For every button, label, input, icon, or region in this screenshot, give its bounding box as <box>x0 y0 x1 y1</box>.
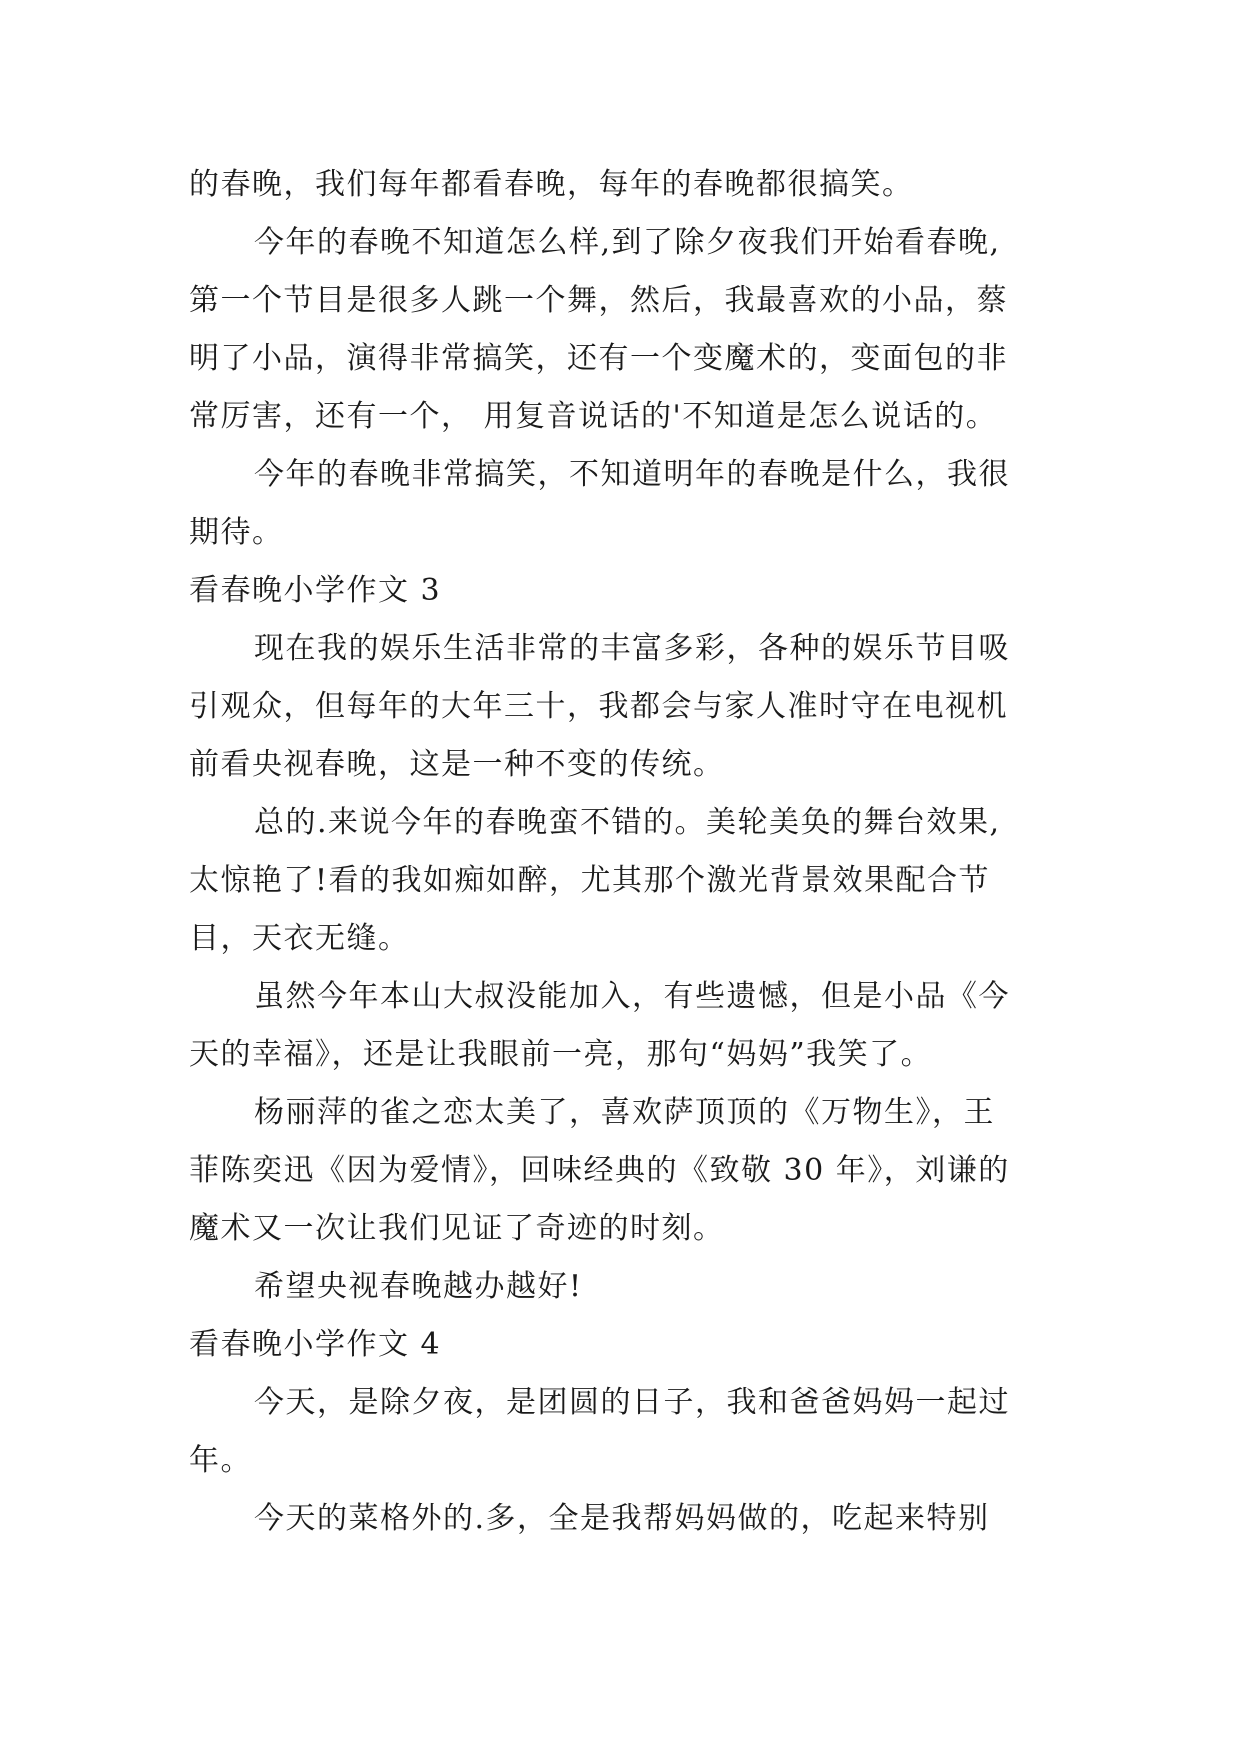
section-heading: 看春晚小学作文 3 <box>189 573 442 608</box>
paragraph-start: 希望央视春晚越办越好! <box>254 1269 583 1304</box>
body-line: 明了小品，演得非常搞笑，还有一个变魔术的，变面包的非 <box>189 341 1008 376</box>
body-line: 魔术又一次让我们见证了奇迹的时刻。 <box>189 1211 725 1246</box>
body-line: 前看央视春晚，这是一种不变的传统。 <box>189 747 725 782</box>
paragraph-start: 今天，是除夕夜，是团圆的日子，我和爸爸妈妈一起过 <box>254 1385 1010 1420</box>
body-line: 期待。 <box>189 515 284 550</box>
body-line: 太惊艳了!看的我如痴如醉，尤其那个激光背景效果配合节 <box>189 863 991 898</box>
paragraph-start: 现在我的娱乐生活非常的丰富多彩，各种的娱乐节目吸 <box>254 631 1010 666</box>
body-line: 目，天衣无缝。 <box>189 921 410 956</box>
body-line: 引观众，但每年的大年三十，我都会与家人准时守在电视机 <box>189 689 1008 724</box>
paragraph-start: 今年的春晚非常搞笑，不知道明年的春晚是什么，我很 <box>254 457 1010 492</box>
paragraph-start: 杨丽萍的雀之恋太美了，喜欢萨顶顶的《万物生》，王 <box>254 1095 995 1130</box>
body-line: 年。 <box>189 1443 252 1478</box>
paragraph-start: 虽然今年本山大叔没能加入，有些遗憾，但是小品《今 <box>254 979 1010 1014</box>
body-line: 的春晚，我们每年都看春晚，每年的春晚都很搞笑。 <box>189 167 914 202</box>
paragraph-start: 总的.来说今年的春晚蛮不错的。美轮美奂的舞台效果, <box>254 805 1001 840</box>
body-line: 第一个节目是很多人跳一个舞，然后，我最喜欢的小品，蔡 <box>189 283 1008 318</box>
body-line: 常厉害，还有一个， 用复音说话的'不知道是怎么说话的。 <box>189 399 998 434</box>
paragraph-start: 今年的春晚不知道怎么样,到了除夕夜我们开始看春晚, <box>254 225 1001 260</box>
paragraph-start: 今天的菜格外的.多，全是我帮妈妈做的，吃起来特别 <box>254 1501 990 1536</box>
body-line: 天的幸福》，还是让我眼前一亮，那句“妈妈”我笑了。 <box>189 1037 933 1072</box>
section-heading: 看春晚小学作文 4 <box>189 1327 442 1362</box>
body-line: 菲陈奕迅《因为爱情》，回味经典的《致敬 30 年》，刘谦的 <box>189 1153 1010 1188</box>
